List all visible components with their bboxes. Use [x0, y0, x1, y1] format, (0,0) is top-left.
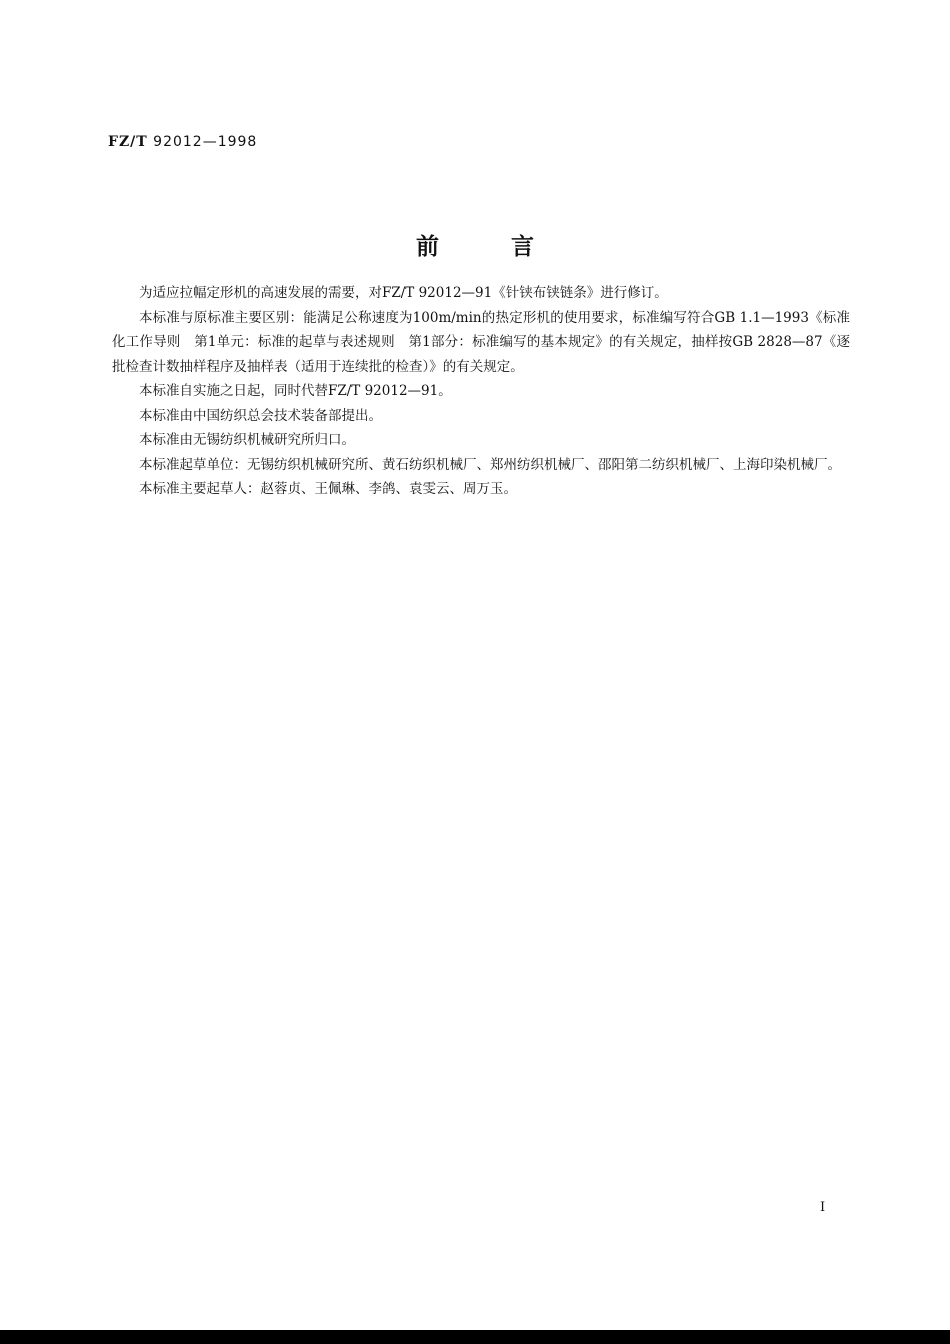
page-number: I — [820, 1200, 826, 1215]
paragraph-drafters: 本标准主要起草人：赵蓉贞、王佩琳、李鸽、袁雯云、周万玉。 — [139, 481, 517, 497]
paragraph-differences: 本标准与原标准主要区别：能满足公称速度为100m/min的热定形机的使用要求，标准编写符合GB 1.1—1993《标准化工作导则 第1单元：标准的起草与表述规则 第1部分：标准编写的基本规定》的有关规定，抽样按GB 2828—87《逐批检查计数抽样程序及抽样表（适用于连续批的检查）》的有关规定。 — [112, 309, 850, 375]
paragraph-administrator: 本标准由无锡纺织机械研究所归口。 — [139, 432, 355, 448]
page-title: 前言 — [416, 233, 606, 260]
paragraph-revision: 为适应拉幅定形机的高速发展的需要，对FZ/T 92012—91《针铗布铗链条》进行修订。 — [139, 285, 668, 301]
standard-code-number: 92012—1998 — [153, 134, 258, 150]
standard-code — [108, 134, 257, 150]
document-body — [112, 281, 850, 502]
standard-code-prefix: FZ/T — [108, 134, 148, 150]
paragraph-replacement: 本标准自实施之日起，同时代替FZ/T 92012—91。 — [139, 383, 452, 399]
paragraph-drafting-units: 本标准起草单位：无锡纺织机械研究所、黄石纺织机械厂、郑州纺织机械厂、邵阳第二纺织机械厂、上海印染机械厂。 — [139, 456, 841, 473]
paragraph-proposer: 本标准由中国纺织总会技术装备部提出。 — [139, 407, 382, 424]
bottom-border — [0, 1330, 950, 1344]
